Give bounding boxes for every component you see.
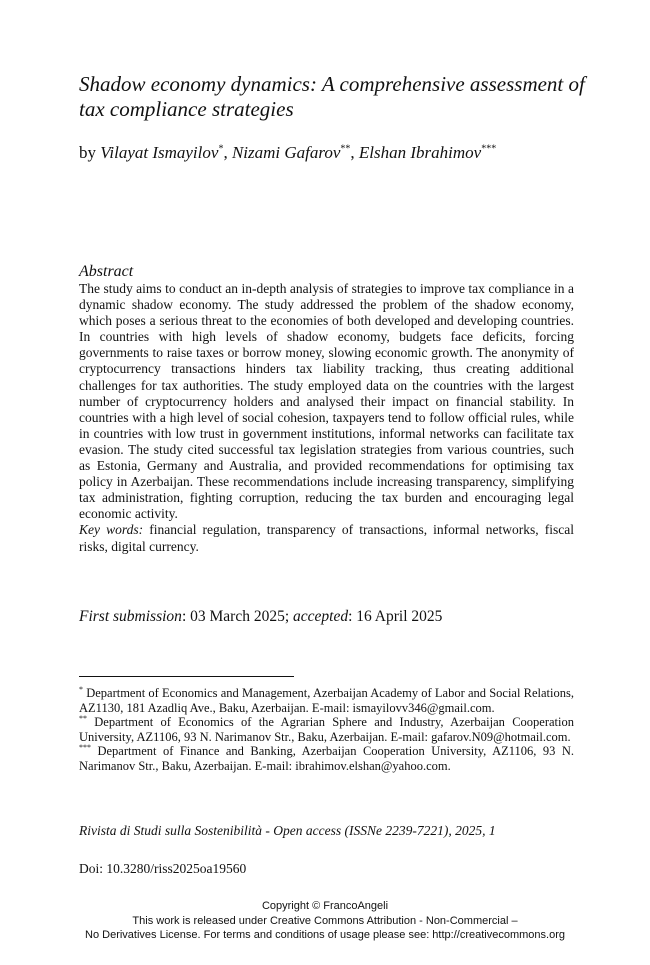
footnote-mark-3: *** [79,743,91,753]
accepted-date: : 16 April 2025 [348,608,443,625]
keywords-text: financial regulation, transparency of transactions, informal networks, fiscal risks, digital currency. [79,522,574,554]
doi-line: Doi: 10.3280/riss2025oa19560 [79,861,247,876]
first-submission-label: First submission [79,608,182,625]
copyright-line-3: No Derivatives License. For terms and conditions of usage please see: http://creativecommons.org [85,929,565,941]
footnote-divider [79,676,294,677]
author-mark-2: ** [340,143,351,155]
author-separator: , [223,143,232,162]
footnotes [79,686,574,774]
author-byline [79,143,599,163]
submission-dates [79,608,574,626]
author-separator: , [350,143,359,162]
footnote-1 [79,686,574,715]
author-name-2: Nizami Gafarov [231,143,341,162]
footnote-text-3: Department of Finance and Banking, Azerbaijan Cooperation University, AZ1106, 93 N. Narimanov Str., Baku, Azerbaijan. E-mail: ibrahimov.elshan@yahoo.com. [79,744,574,773]
author-name-3: Elshan Ibrahimov [358,143,482,162]
footnote-text-2: Department of Economics of the Agrarian Sphere and Industry, Azerbaijan Cooperation University, AZ1106, 93 N. Narimanov Str., Baku, Azerbaijan. E-mail: gafarov.N09@hotmail.com. [79,715,574,744]
abstract-text: The study aims to conduct an in-depth analysis of strategies to improve tax compliance in a dynamic shadow economy. The study addressed the problem of the shadow economy, which poses a serious threat to the economies of both developed and developing countries. In countries with high levels of shadow economy, budgets face deficits, forcing governments to raise taxes or borrow money, slowing economic growth. The anonymity of cryptocurrency transactions hinders tax liability tracking, thus creating additional challenges for tax authorities. The study employed data on the countries with the largest number of cryptocurrency holders and analysed their impact on financial stability. In countries with a high level of social cohesion, taxpayers tend to follow official rules, while in countries with low trust in government institutions, informal networks can facilitate tax evasion. The study cited successful tax legislation strategies from various countries, such as Estonia, Germany and Australia, and provided recommendations for optimising tax policy in Azerbaijan. These recommendations include increasing transparency, simplifying tax administration, fighting corruption, reducing the tax burden and encouraging legal economic activity. [79,281,574,522]
footnote-text-1: Department of Economics and Management, Azerbaijan Academy of Labor and Social Relations, AZ1130, 181 Azadliq Ave., Baku, Azerbaijan. E-mail: ismayilovv346@gmail.com. [79,686,574,715]
copyright-line-2: This work is released under Creative Commons Attribution - Non-Commercial – [132,914,518,927]
copyright-line-1: Copyright © FrancoAngeli [261,900,389,912]
keywords-label: Key words: [79,522,144,538]
accepted-label: accepted [293,608,349,625]
author-mark-3: *** [481,143,497,155]
author-name-1: Vilayat Ismayilov [100,143,219,162]
abstract-body [79,281,574,555]
author-mark-1: * [218,143,224,155]
paper-title: Shadow economy dynamics: A comprehensive assessment of tax compliance strategies [79,72,585,121]
copyright-notice [0,899,650,943]
footnote-2 [79,715,574,744]
footnote-mark-1: * [79,684,83,694]
footnote-mark-2: ** [79,714,87,724]
journal-citation: Rivista di Studi sulla Sostenibilità - Open access (ISSNe 2239-7221), 2025, 1 [79,823,496,838]
abstract-heading: Abstract [79,263,134,280]
footnote-3 [79,744,574,773]
first-submission-date: : 03 March 2025; [181,608,294,625]
byline-prefix: by [79,143,101,162]
